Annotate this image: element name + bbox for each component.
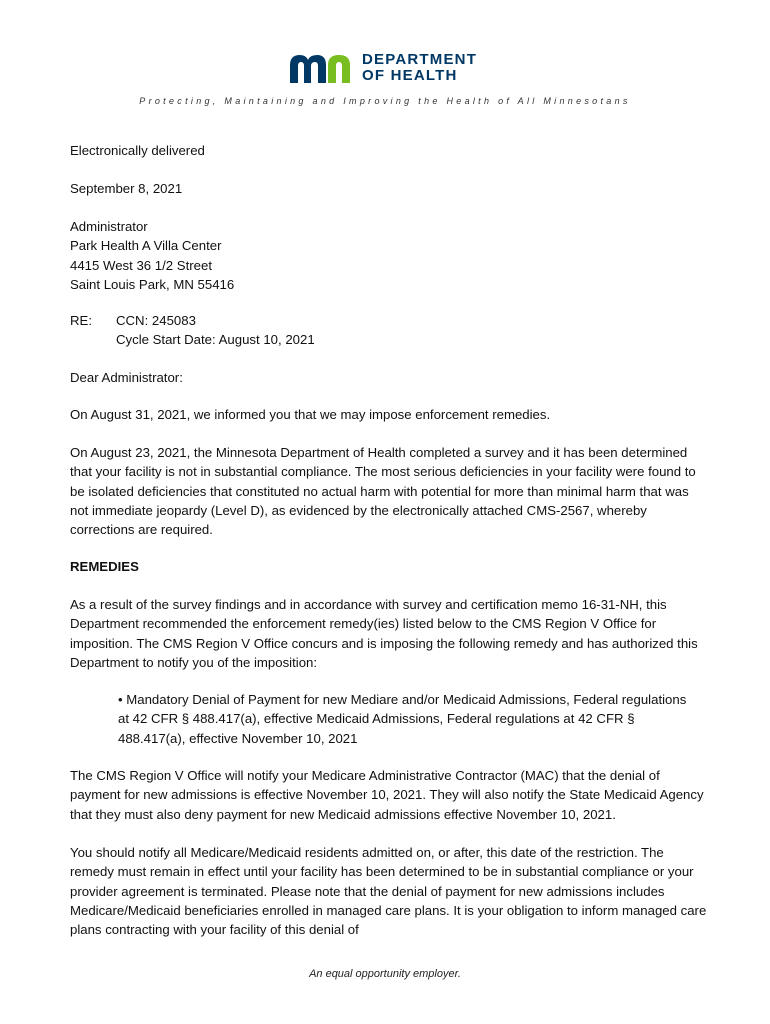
address-line: Administrator bbox=[70, 219, 148, 234]
letter-date: September 8, 2021 bbox=[70, 181, 183, 196]
mdh-logo bbox=[288, 51, 488, 91]
delivery-method: Electronically delivered bbox=[70, 143, 205, 158]
address-line: 4415 West 36 1/2 Street bbox=[70, 257, 212, 273]
address-line: Park Health A Villa Center bbox=[70, 238, 222, 254]
remedy-bullet: • Mandatory Denial of Payment for new Mediare and/or Medicaid Admissions, Federal regulations at 42 CFR § 488.417(a), effective Medicaid Admissions, Federal regulations at 42 CFR § 488.417(a), effective November 10, 2021 bbox=[118, 692, 687, 746]
logo-line-2: OF HEALTH bbox=[362, 67, 458, 84]
salutation: Dear Administrator: bbox=[70, 370, 183, 385]
re-block bbox=[70, 311, 710, 350]
letterhead bbox=[0, 46, 770, 116]
remedies-heading: REMEDIES bbox=[70, 559, 139, 574]
paragraph-1: On August 31, 2021, we informed you that we may impose enforcement remedies. bbox=[70, 407, 551, 422]
tagline: Protecting, Maintaining and Improving the Health of All Minnesotans bbox=[139, 96, 631, 106]
paragraph-3: As a result of the survey findings and in accordance with survey and certification memo 16-31-NH, this Department recommended the enforcement remedy(ies) listed below to the CMS Region V Office for imposition. The CMS Region V Office concurs and is imposing the following remedy and has authorized this Department to notify you of the imposition: bbox=[70, 597, 698, 670]
recipient-address bbox=[70, 217, 234, 294]
re-cycle-date: Cycle Start Date: August 10, 2021 bbox=[116, 332, 315, 348]
logo-wordmark bbox=[362, 52, 477, 84]
paragraph-5: You should notify all Medicare/Medicaid residents admitted on, or after, this date of the restriction. The remedy must remain in effect until your facility has been determined to be in substantial compliance or your provider agreement is terminated. Please note that the denial of payment for new admissions includes Medicare/Medicaid beneficiaries enrolled in managed care plans. It is your obligation to inform managed care plans contracting with your facility of this denial of bbox=[70, 845, 707, 938]
logo-line-1: DEPARTMENT bbox=[362, 51, 478, 68]
footer-note: An equal opportunity employer. bbox=[309, 968, 461, 980]
re-ccn: CCN: 245083 bbox=[116, 313, 196, 328]
address-line: Saint Louis Park, MN 55416 bbox=[70, 276, 235, 292]
paragraph-4: The CMS Region V Office will notify your Medicare Administrative Contractor (MAC) that the denial of payment for new admissions is effective November 10, 2021. They will also notify the State Medicaid Agency that they must also deny payment for new Medicaid admissions effective November 10, 2021. bbox=[70, 768, 704, 822]
mn-logo-icon bbox=[288, 51, 358, 85]
re-label: RE: bbox=[70, 313, 92, 328]
paragraph-2: On August 23, 2021, the Minnesota Department of Health completed a survey and it has been determined that your facility is not in substantial compliance. The most serious deficiencies in your facility were found to be isolated deficiencies that constituted no actual harm with potential for more than minimal harm that was not immediate jeopardy (Level D), as evidenced by the electronically attached CMS-2567, whereby corrections are required. bbox=[70, 445, 696, 538]
